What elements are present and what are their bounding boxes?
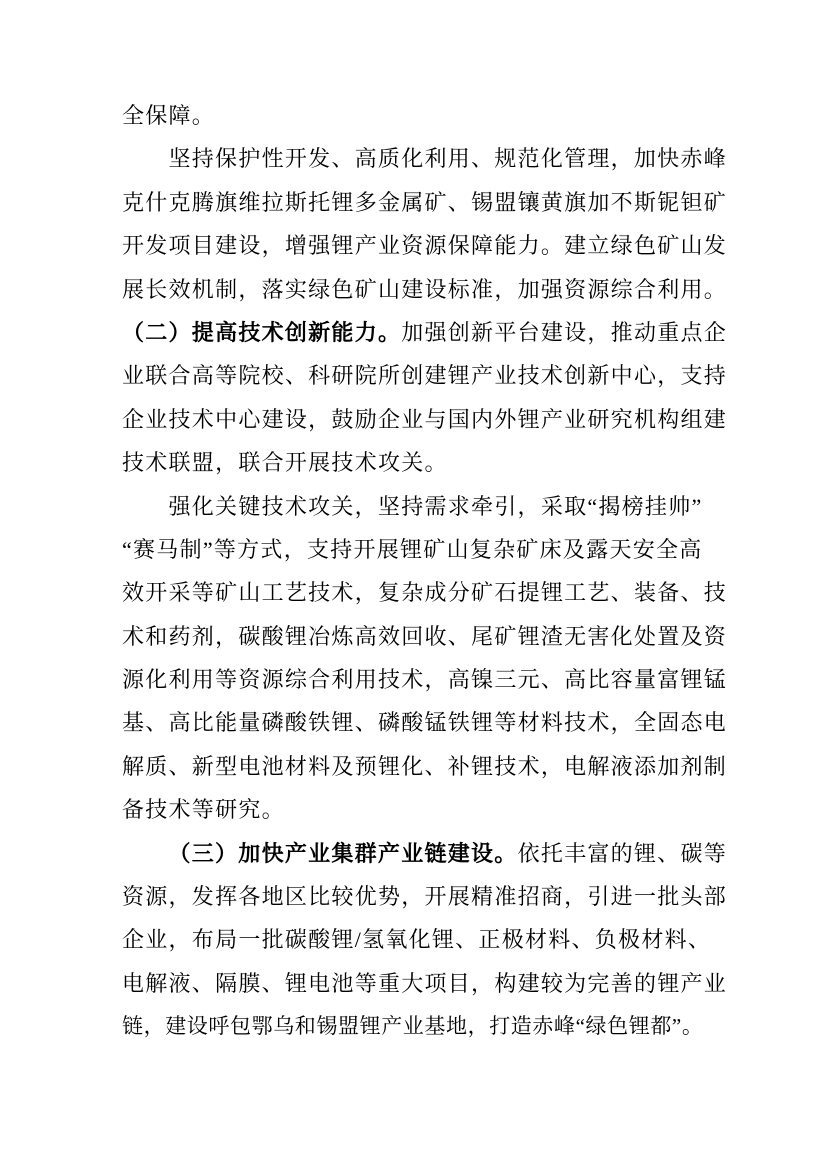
- text-line: [122, 398, 738, 441]
- text-line-content: 依托丰富的锂、碳等: [517, 840, 727, 866]
- text-line: [122, 745, 738, 788]
- section-heading-3-line: [122, 832, 738, 875]
- text-line: [122, 441, 738, 484]
- text-line-content: 资源，发挥各地区比较优势，开展精准招商，引进一批头部: [122, 884, 728, 910]
- text-line-content: 解质、新型电池材料及预锂化、补锂技术，电解液添加剂制: [122, 753, 728, 779]
- text-line-content: 技术联盟，联合开展技术攻关。: [122, 450, 448, 476]
- text-line-content: 克什克腾旗维拉斯托锂多金属矿、锡盟镶黄旗加不斯铌钽矿: [122, 189, 728, 215]
- text-line: [122, 701, 738, 744]
- text-line: [122, 268, 738, 311]
- text-block: [122, 94, 738, 1049]
- text-line-content: 业联合高等院校、科研院所创建锂产业技术创新中心，支持: [122, 363, 728, 389]
- text-line: [122, 137, 738, 180]
- text-line: [122, 962, 738, 1005]
- text-line-content: 展长效机制，落实绿色矿山建设标准，加强资源综合利用。: [122, 276, 728, 302]
- text-line-content: 电解液、隔膜、锂电池等重大项目，构建较为完善的锂产业: [122, 970, 728, 996]
- text-line-content: 备技术等研究。: [122, 797, 285, 823]
- text-line: [122, 875, 738, 918]
- text-line: [122, 485, 738, 528]
- text-line: [122, 224, 738, 267]
- text-line-content: “赛马制”等方式，支持开展锂矿山复杂矿床及露天安全高: [122, 536, 703, 562]
- text-line: [122, 615, 738, 658]
- text-line-content: 源化利用等资源综合利用技术，高镍三元、高比容量富锂锰: [122, 667, 728, 693]
- text-line-content: 基、高比能量磷酸铁锂、磷酸锰铁锂等材料技术，全固态电: [122, 710, 728, 736]
- text-line-content: 企业技术中心建设，鼓励企业与国内外锂产业研究机构组建: [122, 406, 728, 432]
- text-line: [122, 181, 738, 224]
- text-line-content: 强化关键技术攻关，坚持需求牵引，采取“揭榜挂帅”: [168, 493, 703, 519]
- section-heading-2-line: [122, 311, 738, 354]
- text-line-content: 术和药剂，碳酸锂冶炼高效回收、尾矿锂渣无害化处置及资: [122, 623, 728, 649]
- text-line-content: 加强创新平台建设，推动重点企: [401, 319, 728, 345]
- text-line: [122, 528, 738, 571]
- text-line-content: 企业，布局一批碳酸锂/氢氧化锂、正极材料、负极材料、: [122, 927, 712, 953]
- text-line: [122, 94, 738, 137]
- section-heading-3-label: （三）加快产业集群产业链建设。: [168, 840, 518, 866]
- text-line: [122, 788, 738, 831]
- text-line: [122, 1005, 738, 1048]
- text-line: [122, 918, 738, 961]
- section-heading-2-label: （二）提高技术创新能力。: [122, 319, 402, 345]
- text-line-content: 坚持保护性开发、高质化利用、规范化管理，加快赤峰: [168, 146, 727, 172]
- text-line: [122, 571, 738, 614]
- text-line-content: 效开采等矿山工艺技术，复杂成分矿石提锂工艺、装备、技: [122, 580, 728, 606]
- text-line: [122, 354, 738, 397]
- text-line-content: 链，建设呼包鄂乌和锡盟锂产业基地，打造赤峰“绿色锂都”。: [122, 1014, 704, 1039]
- text-line: [122, 658, 738, 701]
- text-line-content: 全保障。: [122, 103, 216, 128]
- text-line-content: 开发项目建设，增强锂产业资源保障能力。建立绿色矿山发: [122, 233, 728, 259]
